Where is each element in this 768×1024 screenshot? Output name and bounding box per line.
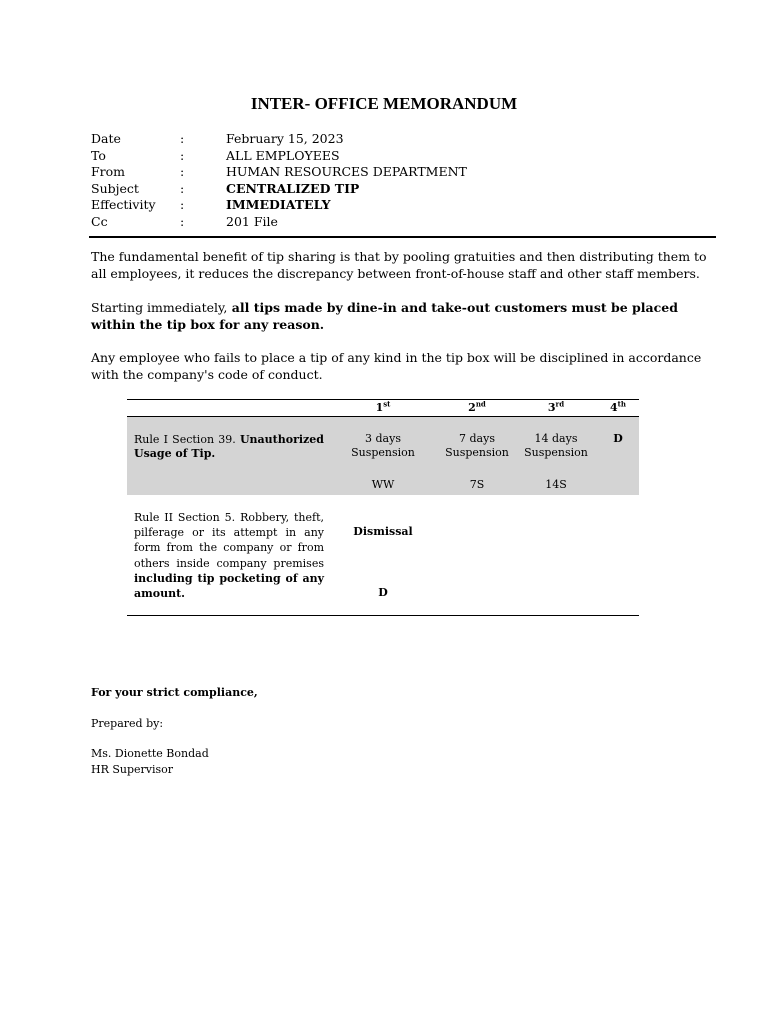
header-divider xyxy=(89,236,716,238)
cc-value: 201 File xyxy=(226,213,278,229)
policy-bold-text: all tips made by dine-in and take-out customers must be placed within the tip box for any reason. xyxy=(91,300,678,332)
effectivity-value: IMMEDIATELY xyxy=(226,197,331,213)
table-bottom-border xyxy=(127,615,639,616)
paragraph-tip-box-policy xyxy=(91,299,711,333)
rule-1-third-penalty: 14 days Suspension xyxy=(524,432,588,459)
header-2nd-offense: 2nd xyxy=(468,399,486,414)
rule-2-description: Rule II Section 5. Robbery, theft, pilferage or its attempt in any form from the company or from others inside company premises including tip pocketing of any amount. xyxy=(134,511,324,601)
date-colon: : xyxy=(180,131,185,146)
paragraph-discipline-warning: Any employee who fails to place a tip of any kind in the tip box will be disciplined in accordance with the company's code of conduct. xyxy=(91,350,702,382)
effectivity-label: Effectivity xyxy=(91,197,156,213)
prepared-by-label: Prepared by: xyxy=(91,717,164,730)
paragraph-tip-sharing-benefit: The fundamental benefit of tip sharing is that by pooling gratuities and then distributing them to all employees, it reduces the discrepancy between front-of-house staff and other staff members. xyxy=(91,249,707,281)
compliance-note: For your strict compliance, xyxy=(91,686,258,699)
signatory-name: Ms. Dionette Bondad xyxy=(91,747,209,760)
cc-label: Cc xyxy=(91,213,108,229)
to-value: ALL EMPLOYEES xyxy=(226,147,340,163)
subject-value: CENTRALIZED TIP xyxy=(226,180,360,196)
rule-1-first-code: WW xyxy=(371,478,395,491)
rule-1-second-penalty: 7 days Suspension xyxy=(445,432,509,459)
memo-title: INTER- OFFICE MEMORANDUM xyxy=(250,94,518,113)
rule-1-first-penalty: 3 days Suspension xyxy=(351,432,415,459)
rule-1-fourth-penalty: D xyxy=(613,432,623,445)
date-label: Date xyxy=(91,131,121,146)
cc-colon: : xyxy=(180,213,185,229)
signatory-position: HR Supervisor xyxy=(91,763,174,776)
rule-1-description: Rule I Section 39. Unauthorized Usage of Tip. xyxy=(134,433,324,460)
rule-2-first-code: D xyxy=(378,586,388,599)
header-3rd-offense: 3rd xyxy=(547,399,565,414)
to-label: To xyxy=(91,147,106,163)
from-label: From xyxy=(91,164,126,180)
subject-colon: : xyxy=(180,180,185,196)
effectivity-colon: : xyxy=(180,197,185,213)
rule-1-second-code: 7S xyxy=(469,478,485,491)
rule-2-first-penalty: Dismissal xyxy=(353,525,413,538)
from-value: HUMAN RESOURCES DEPARTMENT xyxy=(226,164,467,180)
to-colon: : xyxy=(180,147,185,163)
policy-lead-text: Starting immediately, xyxy=(91,300,228,315)
subject-label: Subject xyxy=(91,180,139,196)
rule-1-third-code: 14S xyxy=(545,478,567,491)
from-colon: : xyxy=(180,164,185,180)
header-4th-offense: 4th xyxy=(610,399,626,414)
header-1st-offense: 1st xyxy=(375,399,391,414)
date-value: February 15, 2023 xyxy=(226,131,344,146)
